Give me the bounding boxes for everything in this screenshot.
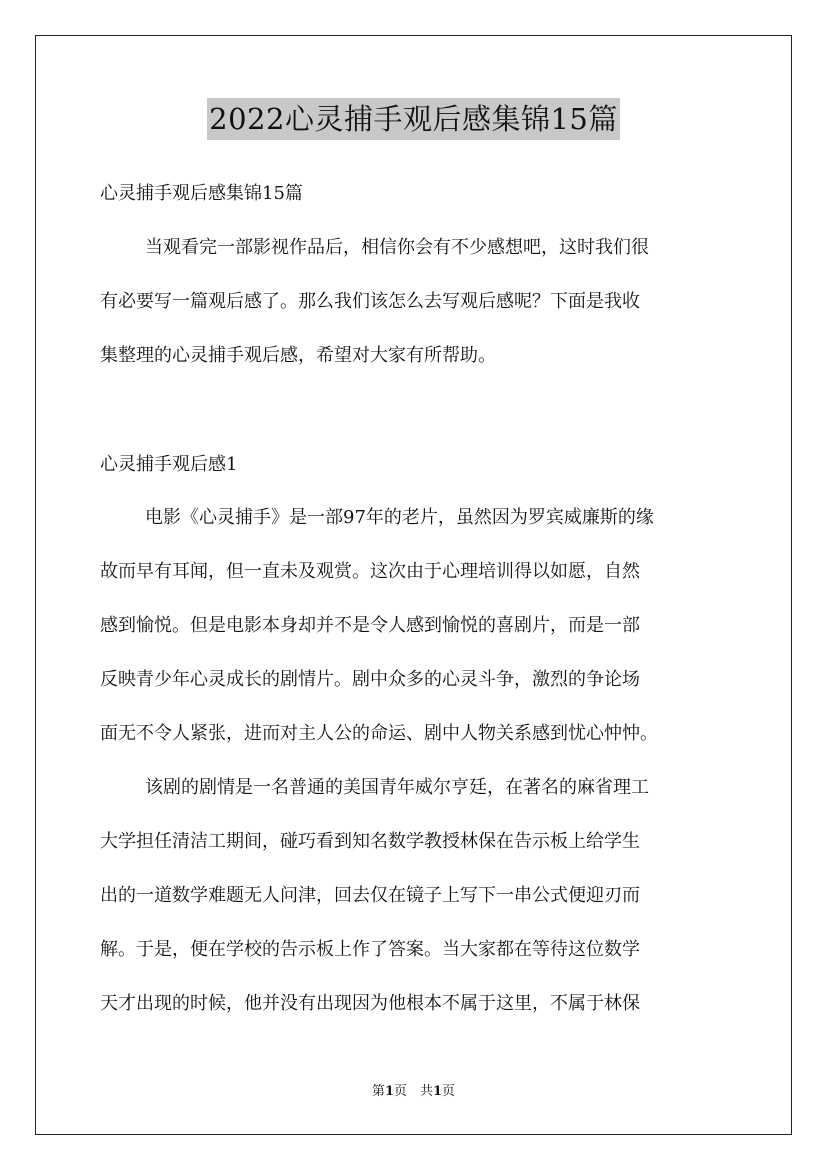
footer-mid: 页 共 <box>393 1084 433 1099</box>
paragraph-line: 反映青少年心灵成长的剧情片。剧中众多的心灵斗争，激烈的争论场 <box>100 669 640 690</box>
paragraph-line: 大学担任清洁工期间，碰巧看到知名数学教授林保在告示板上给学生 <box>100 831 640 852</box>
page-footer <box>0 1084 827 1100</box>
paragraph-line: 面无不令人紧张，进而对主人公的命运、剧中人物关系感到忧心忡忡。 <box>100 723 658 744</box>
document-title: 2022心灵捕手观后感集锦15篇 <box>207 98 620 140</box>
footer-total-pages: 1 <box>433 1084 443 1099</box>
intro-line: 有必要写一篇观后感了。那么我们该怎么去写观后感呢？下面是我收 <box>100 291 640 312</box>
paragraph-line: 出的一道数学难题无人问津，回去仅在镜子上写下一串公式便迎刃而 <box>100 885 640 906</box>
footer-page-number: 1 <box>384 1084 394 1099</box>
intro-paragraph <box>100 221 740 383</box>
paragraph-line: 天才出现的时候，他并没有出现因为他根本不属于这里，不属于林保 <box>100 993 640 1014</box>
paragraph-line: 解。于是，便在学校的告示板上作了答案。当大家都在等待这位数学 <box>100 939 640 960</box>
paragraph-line: 感到愉悦。但是电影本身却并不是令人感到愉悦的喜剧片，而是一部 <box>100 615 640 636</box>
document-subtitle: 心灵捕手观后感集锦15篇 <box>100 183 303 204</box>
paragraph-line: 电影《心灵捕手》是一部97年的老片，虽然因为罗宾威廉斯的缘 <box>145 507 654 528</box>
paragraph-2 <box>100 761 740 1031</box>
footer-suffix: 页 <box>442 1084 456 1099</box>
intro-line: 集整理的心灵捕手观后感，希望对大家有所帮助。 <box>100 345 496 366</box>
title-wrap <box>0 98 827 140</box>
paragraph-line: 该剧的剧情是一名普通的美国青年威尔亨廷，在著名的麻省理工 <box>145 777 649 798</box>
footer-prefix: 第 <box>371 1084 385 1099</box>
paragraph-line: 故而早有耳闻，但一直未及观赏。这次由于心理培训得以如愿，自然 <box>100 561 640 582</box>
paragraph-1 <box>100 491 740 761</box>
section-heading: 心灵捕手观后感1 <box>100 454 238 475</box>
intro-line: 当观看完一部影视作品后，相信你会有不少感想吧，这时我们很 <box>145 237 649 258</box>
